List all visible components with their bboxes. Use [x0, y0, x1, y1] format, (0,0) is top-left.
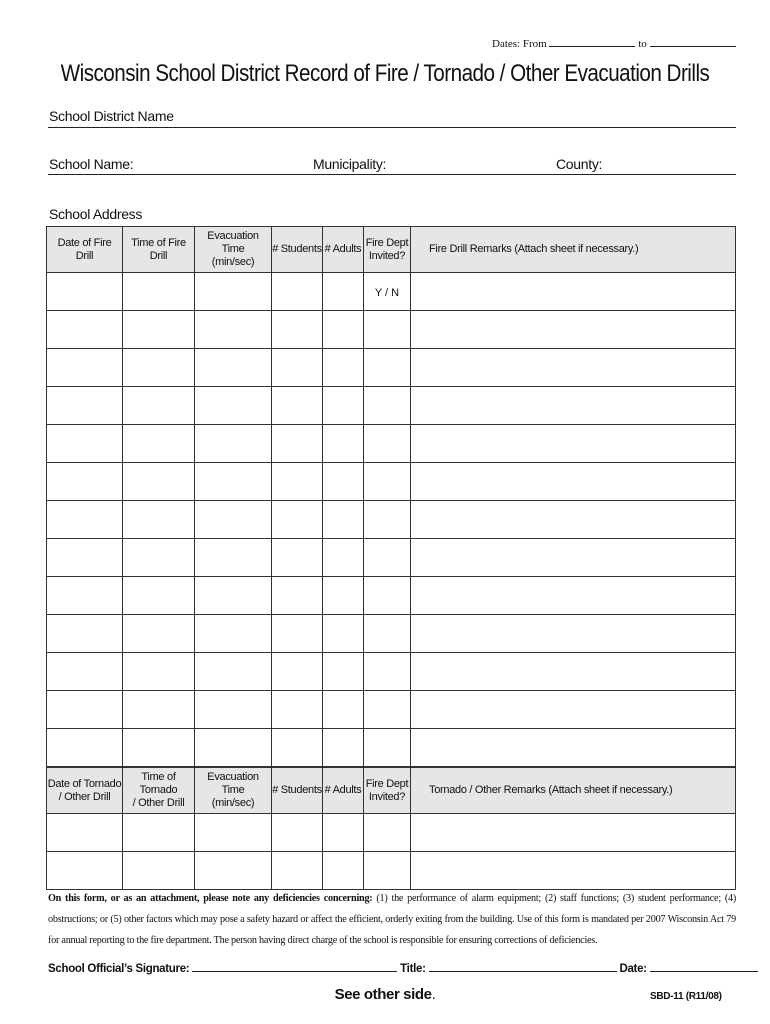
fire-drill-cell[interactable]: [195, 539, 272, 577]
fire-drill-cell[interactable]: [47, 425, 123, 463]
school-name-label: School Name:: [49, 156, 134, 172]
fire-drill-cell[interactable]: [195, 729, 272, 767]
fire-drill-cell[interactable]: [195, 463, 272, 501]
fire-drill-cell[interactable]: [323, 311, 364, 349]
fire-drill-cell[interactable]: [123, 425, 195, 463]
tornado-drill-cell[interactable]: [364, 852, 411, 890]
fire-drill-cell[interactable]: [411, 387, 736, 425]
district-name-label: School District Name: [49, 108, 174, 124]
fire-drill-cell[interactable]: [47, 463, 123, 501]
fire-drill-cell[interactable]: [47, 387, 123, 425]
fire-drill-row: [47, 387, 736, 425]
fire-drill-cell[interactable]: [364, 653, 411, 691]
fire-drill-row: [47, 311, 736, 349]
tornado-drill-cell[interactable]: [123, 814, 195, 852]
fire-drill-cell[interactable]: [123, 273, 195, 311]
fire-drill-cell[interactable]: [411, 311, 736, 349]
fire-drill-cell[interactable]: [123, 729, 195, 767]
fire-drill-cell[interactable]: [123, 615, 195, 653]
fire-drill-cell[interactable]: [411, 539, 736, 577]
title-field[interactable]: [429, 960, 617, 972]
tornado-drill-row: [47, 814, 736, 852]
fire-drill-cell[interactable]: [364, 387, 411, 425]
tornado-drill-cell[interactable]: [123, 852, 195, 890]
dates-from-label: Dates: From: [492, 38, 547, 50]
fire-drill-cell[interactable]: [411, 615, 736, 653]
fire-drill-cell[interactable]: [123, 539, 195, 577]
county-label: County:: [556, 156, 603, 172]
signature-row: [48, 960, 738, 975]
deficiency-note-lead: On this form, or as an attachment, please note any deficiencies concerning:: [48, 893, 373, 904]
signature-field[interactable]: [192, 960, 397, 972]
fire-drill-cell[interactable]: [411, 273, 736, 311]
school-info-field-line[interactable]: [48, 174, 736, 175]
fire-drill-row: [47, 273, 736, 311]
fire-drill-cell[interactable]: [323, 653, 364, 691]
deficiency-note-body: (1) the performance of alarm equipment; (2) staff functions; (3) student performance; (4) obstructions; or (5) other factors which may pose a safety hazard or affect the efficient, orderly exiting from the building. Use of this form is mandated per 2007 Wisconsin Act 79 for annual reporting to the fire department. The person having direct charge of the school is responsible for ensuring corrections of deficiencies.: [48, 893, 736, 946]
tornado-header-cell: # Adults: [323, 768, 364, 814]
fire-drill-cell[interactable]: [47, 311, 123, 349]
fire-drill-cell[interactable]: [411, 425, 736, 463]
fire-drill-cell[interactable]: [195, 501, 272, 539]
fire-drill-cell[interactable]: [272, 463, 323, 501]
signature-label: School Official’s Signature:: [48, 963, 190, 975]
tornado-header-cell: Fire Dept Invited?: [364, 768, 411, 814]
fire-drill-cell[interactable]: [123, 501, 195, 539]
dates-range: [492, 37, 736, 50]
tornado-drill-cell[interactable]: [411, 814, 736, 852]
form-number: SBD-11 (R11/08): [650, 991, 722, 1002]
fire-drill-cell[interactable]: [195, 615, 272, 653]
fire-drill-cell[interactable]: [47, 729, 123, 767]
fire-drill-row: [47, 349, 736, 387]
tornado-header-cell: Date of Tornado / Other Drill: [47, 768, 123, 814]
fire-drill-cell[interactable]: [364, 273, 411, 311]
fire-drill-cell[interactable]: [411, 729, 736, 767]
date-field[interactable]: [650, 960, 758, 972]
fire-header-cell: Time of Fire Drill: [123, 227, 195, 273]
fire-drill-cell[interactable]: [272, 653, 323, 691]
dates-to-field[interactable]: [650, 37, 736, 47]
tornado-header-cell: Time of Tornado / Other Drill: [123, 768, 195, 814]
fire-drill-row: [47, 729, 736, 767]
tornado-drill-cell[interactable]: [323, 814, 364, 852]
fire-drill-row: [47, 691, 736, 729]
fire-header-cell: Date of Fire Drill: [47, 227, 123, 273]
tornado-drill-cell[interactable]: [272, 814, 323, 852]
fire-drill-cell[interactable]: [272, 349, 323, 387]
fire-drill-cell[interactable]: [411, 349, 736, 387]
tornado-header-cell: # Students: [272, 768, 323, 814]
fire-drill-cell[interactable]: [47, 653, 123, 691]
title-label: Title:: [400, 963, 426, 975]
fire-drill-cell[interactable]: [272, 425, 323, 463]
fire-drill-cell[interactable]: [47, 615, 123, 653]
fire-drill-cell[interactable]: [323, 387, 364, 425]
fire-drill-cell[interactable]: [411, 501, 736, 539]
tornado-drill-cell[interactable]: [272, 852, 323, 890]
fire-drill-cell[interactable]: [364, 311, 411, 349]
fire-drill-cell[interactable]: [123, 349, 195, 387]
fire-drill-cell[interactable]: [47, 691, 123, 729]
tornado-drill-table: [46, 767, 736, 890]
fire-drill-cell[interactable]: [364, 463, 411, 501]
fire-drill-row: [47, 425, 736, 463]
fire-drill-cell[interactable]: [123, 653, 195, 691]
tornado-drill-cell[interactable]: [323, 852, 364, 890]
fire-drill-cell[interactable]: [411, 653, 736, 691]
fire-drill-cell[interactable]: [123, 387, 195, 425]
fire-drill-cell[interactable]: [47, 501, 123, 539]
form-title: Wisconsin School District Record of Fire / Tornado / Other Evacuation Drills: [60, 60, 710, 87]
fire-drill-cell[interactable]: [364, 729, 411, 767]
fire-drill-row: [47, 463, 736, 501]
fire-drill-cell[interactable]: [411, 463, 736, 501]
fire-drill-cell[interactable]: [364, 691, 411, 729]
fire-drill-cell[interactable]: [323, 691, 364, 729]
fire-header-cell: Fire Dept Invited?: [364, 227, 411, 273]
fire-drill-cell[interactable]: [323, 273, 364, 311]
fire-drill-cell[interactable]: [364, 501, 411, 539]
fire-header-row: [47, 227, 736, 273]
fire-drill-cell[interactable]: [123, 577, 195, 615]
fire-drill-cell[interactable]: [47, 577, 123, 615]
fire-drill-row: [47, 615, 736, 653]
fire-drill-cell[interactable]: [47, 349, 123, 387]
fire-drill-cell[interactable]: [195, 425, 272, 463]
tornado-drill-cell[interactable]: [411, 852, 736, 890]
fire-drill-cell[interactable]: [323, 729, 364, 767]
fire-drill-cell[interactable]: [272, 539, 323, 577]
fire-drill-cell[interactable]: [411, 577, 736, 615]
fire-drill-cell[interactable]: [195, 577, 272, 615]
fire-drill-cell[interactable]: [195, 349, 272, 387]
school-address-label: School Address: [49, 206, 143, 222]
date-label: Date:: [619, 963, 647, 975]
see-other-side: See other side.: [334, 986, 436, 1003]
district-name-field[interactable]: [48, 127, 736, 128]
fire-drill-cell[interactable]: [272, 615, 323, 653]
dates-from-field[interactable]: [549, 37, 635, 47]
fire-drill-cell[interactable]: [272, 273, 323, 311]
tornado-header-row: [47, 768, 736, 814]
fire-drill-cell[interactable]: [323, 463, 364, 501]
fire-drill-cell[interactable]: [364, 539, 411, 577]
tornado-drill-cell[interactable]: [195, 814, 272, 852]
fire-header-cell: Fire Drill Remarks (Attach sheet if necessary.): [411, 227, 736, 273]
tornado-drill-cell[interactable]: [47, 814, 123, 852]
tornado-header-cell: Evacuation Time (min/sec): [195, 768, 272, 814]
fire-drill-row: [47, 577, 736, 615]
tornado-drill-cell[interactable]: [47, 852, 123, 890]
tornado-drill-cell[interactable]: [195, 852, 272, 890]
fire-drill-cell[interactable]: [323, 577, 364, 615]
fire-drill-cell[interactable]: [272, 577, 323, 615]
fire-header-cell: # Adults: [323, 227, 364, 273]
tornado-drill-row: [47, 852, 736, 890]
fire-drill-cell[interactable]: [323, 615, 364, 653]
fire-drill-cell[interactable]: [272, 311, 323, 349]
fire-drill-cell[interactable]: [195, 387, 272, 425]
tornado-drill-cell[interactable]: [364, 814, 411, 852]
fire-drill-cell[interactable]: [272, 501, 323, 539]
fire-dept-yn-hint: Y / N: [374, 287, 400, 299]
fire-drill-cell[interactable]: [195, 691, 272, 729]
fire-drill-cell[interactable]: [195, 311, 272, 349]
deficiency-note: [48, 888, 736, 951]
municipality-label: Municipality:: [313, 156, 387, 172]
fire-drill-cell[interactable]: [195, 653, 272, 691]
fire-drill-cell[interactable]: [123, 463, 195, 501]
fire-drill-cell[interactable]: [323, 539, 364, 577]
fire-drill-cell[interactable]: [364, 425, 411, 463]
tornado-header-cell: Tornado / Other Remarks (Attach sheet if necessary.): [411, 768, 736, 814]
fire-header-cell: # Students: [272, 227, 323, 273]
fire-header-cell: Evacuation Time (min/sec): [195, 227, 272, 273]
fire-drill-row: [47, 653, 736, 691]
fire-drill-row: [47, 539, 736, 577]
fire-drill-table: [46, 226, 736, 767]
fire-drill-cell[interactable]: [272, 387, 323, 425]
fire-drill-cell[interactable]: [272, 691, 323, 729]
fire-drill-row: [47, 501, 736, 539]
fire-drill-cell[interactable]: [364, 615, 411, 653]
dates-to-label: to: [638, 38, 647, 50]
fire-drill-cell[interactable]: [123, 691, 195, 729]
fire-drill-cell[interactable]: [411, 691, 736, 729]
fire-drill-cell[interactable]: [47, 539, 123, 577]
fire-drill-cell[interactable]: [323, 349, 364, 387]
fire-drill-cell[interactable]: [195, 273, 272, 311]
fire-drill-cell[interactable]: [323, 501, 364, 539]
fire-drill-cell[interactable]: [272, 729, 323, 767]
fire-drill-cell[interactable]: [47, 273, 123, 311]
fire-drill-cell[interactable]: [123, 311, 195, 349]
fire-drill-cell[interactable]: [323, 425, 364, 463]
fire-drill-cell[interactable]: [364, 577, 411, 615]
fire-drill-cell[interactable]: [364, 349, 411, 387]
